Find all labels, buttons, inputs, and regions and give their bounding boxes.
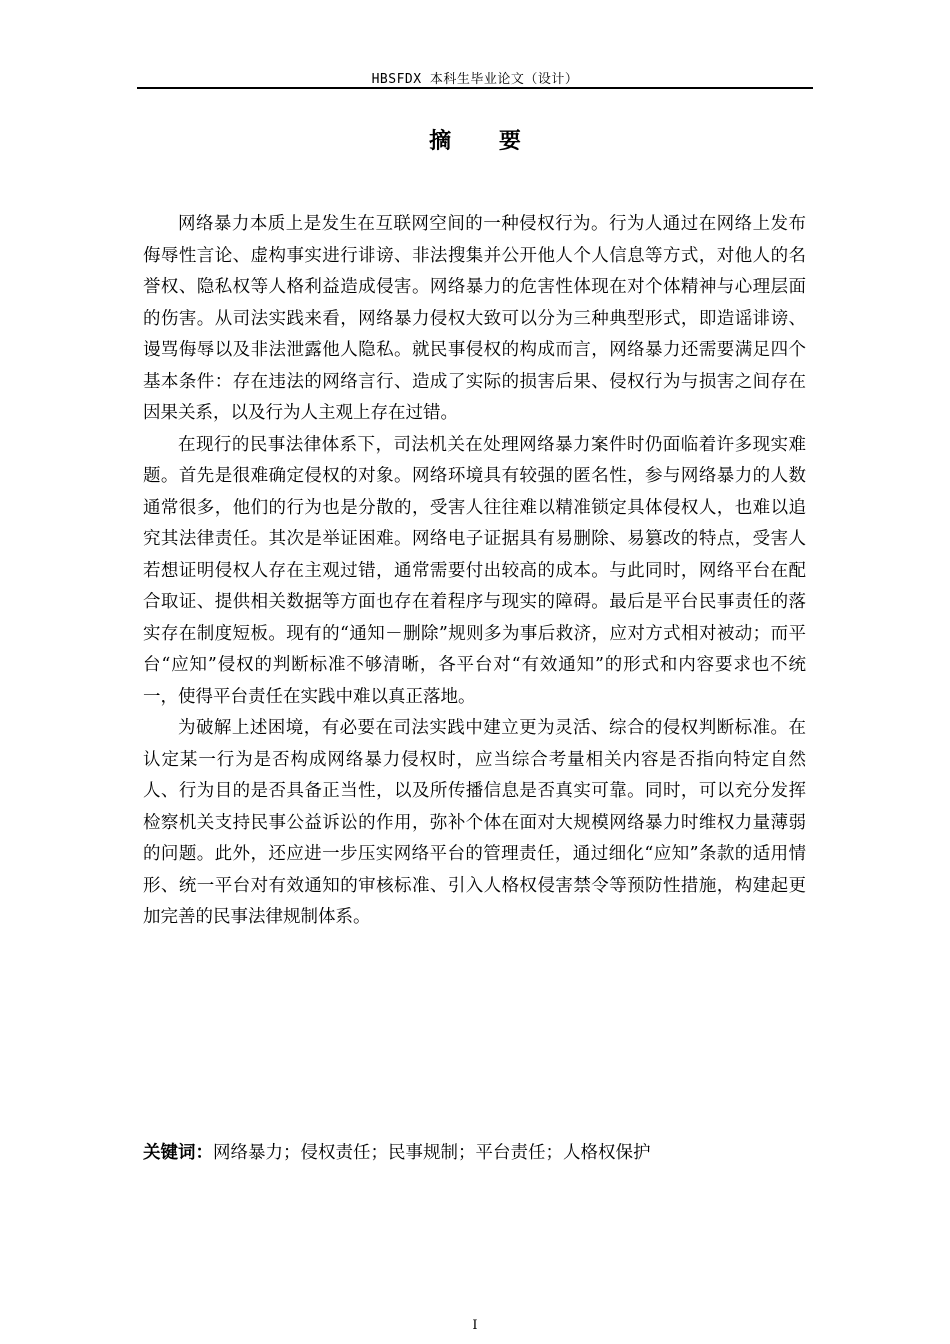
keywords-text: 网络暴力；侵权责任；民事规制；平台责任；人格权保护 — [213, 1143, 651, 1163]
keywords-label: 关键词： — [143, 1143, 213, 1163]
page-number: I — [472, 1318, 478, 1333]
abstract-paragraph-3: 为破解上述困境，有必要在司法实践中建立更为灵活、综合的侵权判断标准。在认定某一行为是否构成网络暴力侵权时，应当综合考量相关内容是否指向特定自然人、行为目的是否具备正当性，以及所传播信息是否真实可靠。同时，可以充分发挥检察机关支持民事公益诉讼的作用，弥补个体在面对大规模网络暴力时维权力量薄弱的问题。此外，还应进一步压实网络平台的管理责任，通过细化“应知”条款的适用情形、统一平台对有效通知的审核标准、引入人格权侵害禁令等预防性措施，构建起更加完善的民事法律规制体系。 — [143, 718, 806, 927]
running-header: HBSFDX 本科生毕业论文（设计） — [371, 72, 579, 87]
keywords-line — [143, 1138, 806, 1170]
abstract-title: 摘 要 — [429, 129, 541, 154]
header-rule — [137, 87, 813, 89]
abstract-paragraph-2: 在现行的民事法律体系下，司法机关在处理网络暴力案件时仍面临着许多现实难题。首先是很难确定侵权的对象。网络环境具有较强的匿名性，参与网络暴力的人数通常很多，他们的行为也是分散的，受害人往往难以精准锁定具体侵权人，也难以追究其法律责任。其次是举证困难。网络电子证据具有易删除、易篡改的特点，受害人若想证明侵权人存在主观过错，通常需要付出较高的成本。与此同时，网络平台在配合取证、提供相关数据等方面也存在着程序与现实的障碍。最后是平台民事责任的落实存在制度短板。现有的“通知－删除”规则多为事后救济，应对方式相对被动；而平台“应知”侵权的判断标准不够清晰，各平台对“有效通知”的形式和内容要求也不统一，使得平台责任在实践中难以真正落地。 — [143, 434, 806, 707]
abstract-paragraph-1: 网络暴力本质上是发生在互联网空间的一种侵权行为。行为人通过在网络上发布侮辱性言论、虚构事实进行诽谤、非法搜集并公开他人个人信息等方式，对他人的名誉权、隐私权等人格利益造成侵害。网络暴力的危害性体现在对个体精神与心理层面的伤害。从司法实践来看，网络暴力侵权大致可以分为三种典型形式，即造谣诽谤、谩骂侮辱以及非法泄露他人隐私。就民事侵权的构成而言，网络暴力还需要满足四个基本条件：存在违法的网络言行、造成了实际的损害后果、侵权行为与损害之间存在因果关系，以及行为人主观上存在过错。 — [143, 214, 806, 423]
abstract-body — [143, 209, 806, 934]
